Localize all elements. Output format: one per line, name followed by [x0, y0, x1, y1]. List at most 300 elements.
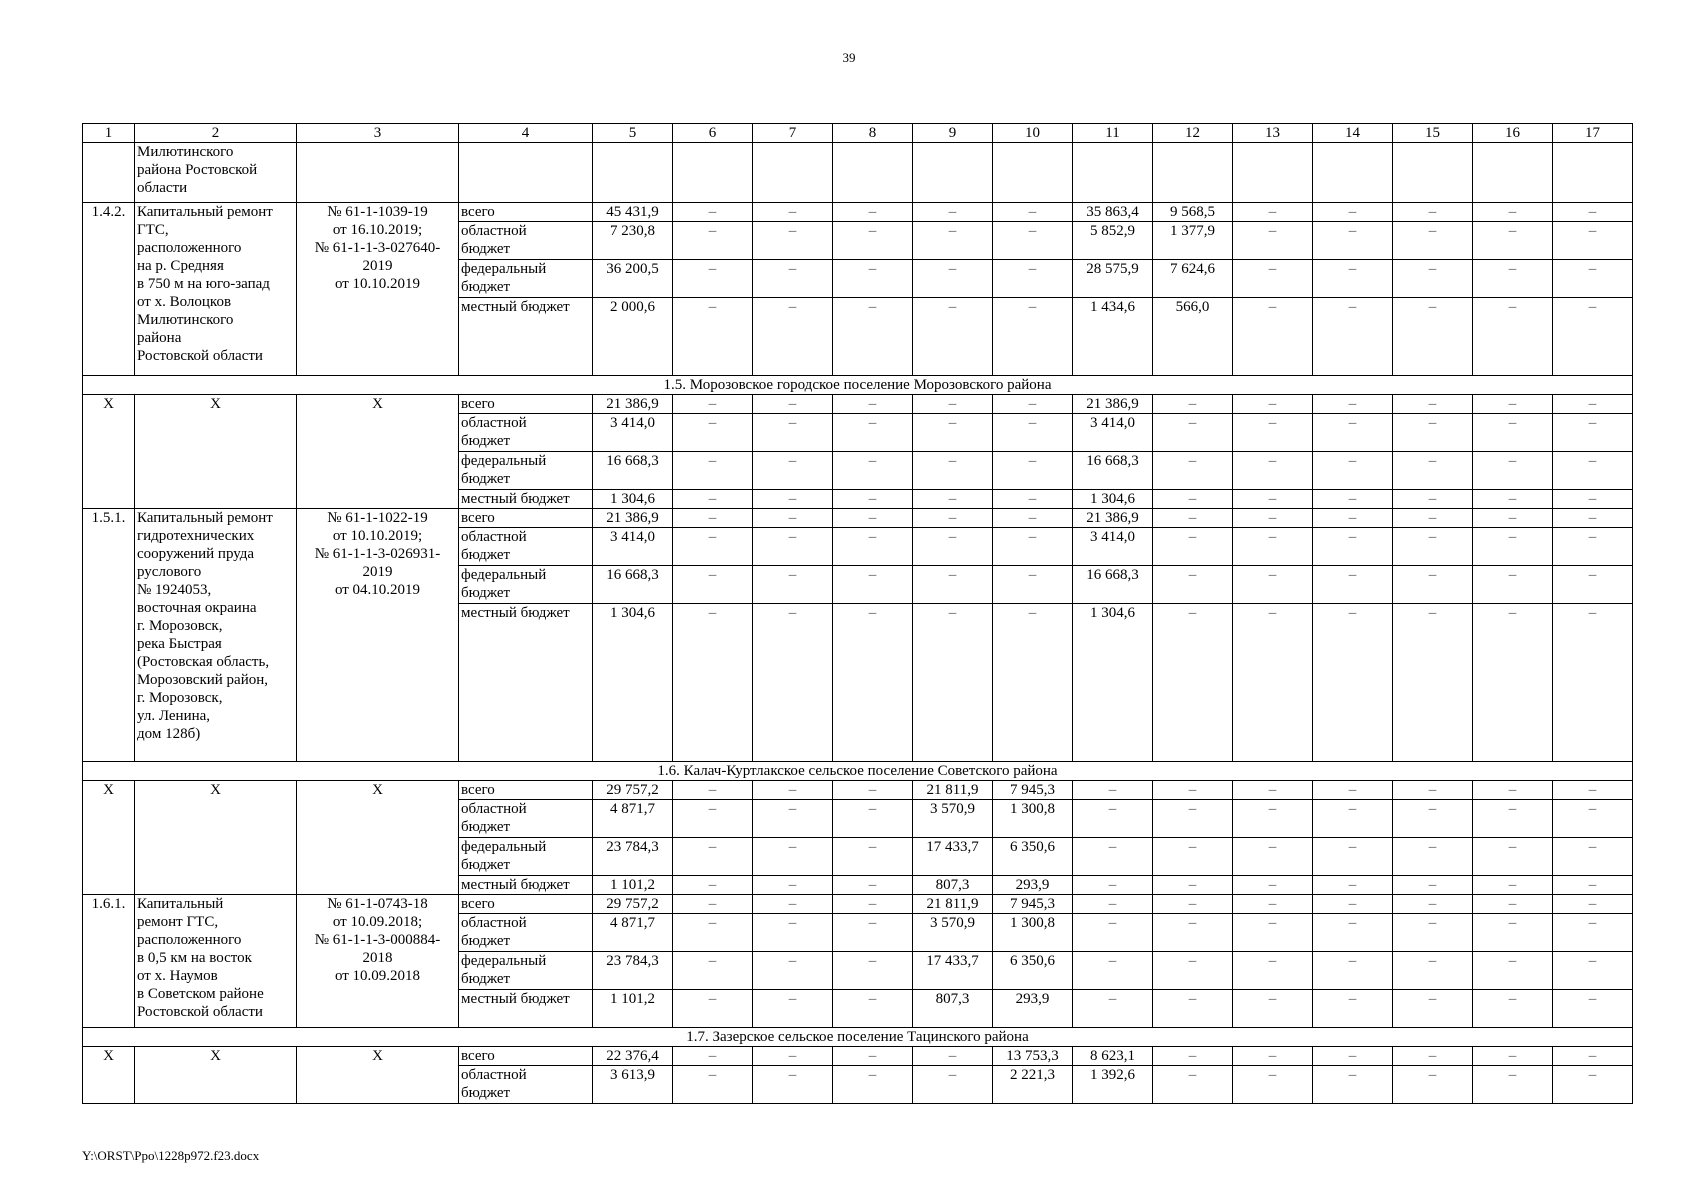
- expertise-document: Х: [297, 1047, 459, 1104]
- value-cell: –: [1153, 528, 1233, 566]
- value-cell: –: [913, 566, 993, 604]
- value-cell: –: [993, 452, 1073, 490]
- value-cell: [1073, 143, 1153, 203]
- value-cell: –: [1313, 1047, 1393, 1066]
- column-header: 3: [297, 124, 459, 143]
- value-cell: –: [1473, 800, 1553, 838]
- value-cell: –: [1393, 876, 1473, 895]
- value-cell: –: [993, 260, 1073, 298]
- value-cell: 566,0: [1153, 298, 1233, 376]
- value-cell: –: [1393, 452, 1473, 490]
- value-cell: 23 784,3: [593, 838, 673, 876]
- value-cell: –: [1393, 914, 1473, 952]
- value-cell: –: [1553, 490, 1633, 509]
- value-cell: –: [833, 952, 913, 990]
- value-cell: –: [833, 414, 913, 452]
- funding-source: областной бюджет: [459, 1066, 593, 1104]
- object-name: Капитальный ремонт ГТС, расположенного на р. Средняя в 750 м на юго-запад от х. Волоцков Милютинского района Ростовской области: [135, 203, 297, 376]
- value-cell: –: [1393, 990, 1473, 1028]
- value-cell: 1 300,8: [993, 800, 1073, 838]
- value-cell: 35 863,4: [1073, 203, 1153, 222]
- value-cell: 21 386,9: [1073, 509, 1153, 528]
- value-cell: –: [1553, 800, 1633, 838]
- column-header: 8: [833, 124, 913, 143]
- value-cell: –: [833, 1066, 913, 1104]
- value-cell: –: [1393, 528, 1473, 566]
- value-cell: –: [753, 604, 833, 762]
- value-cell: 17 433,7: [913, 952, 993, 990]
- value-cell: 1 300,8: [993, 914, 1073, 952]
- value-cell: –: [1233, 800, 1313, 838]
- header-row: [83, 124, 1633, 143]
- value-cell: 1 377,9: [1153, 222, 1233, 260]
- value-cell: [833, 143, 913, 203]
- funding-source: всего: [459, 509, 593, 528]
- value-cell: –: [1473, 528, 1553, 566]
- value-cell: 3 570,9: [913, 800, 993, 838]
- value-cell: 16 668,3: [1073, 452, 1153, 490]
- value-cell: –: [753, 1066, 833, 1104]
- object-name: Х: [135, 781, 297, 895]
- value-cell: –: [753, 566, 833, 604]
- object-name: Капитальный ремонт ГТС, расположенного в 0,5 км на восток от х. Наумов в Советском районе Ростовской области: [135, 895, 297, 1028]
- value-cell: –: [993, 395, 1073, 414]
- funding-source: местный бюджет: [459, 490, 593, 509]
- section-title: 1.7. Зазерское сельское поселение Тацинского района: [83, 1028, 1633, 1047]
- value-cell: –: [1233, 876, 1313, 895]
- value-cell: 23 784,3: [593, 952, 673, 990]
- value-cell: –: [1153, 566, 1233, 604]
- value-cell: –: [833, 298, 913, 376]
- value-cell: –: [1313, 452, 1393, 490]
- value-cell: [593, 143, 673, 203]
- value-cell: –: [1073, 800, 1153, 838]
- funding-source: федеральный бюджет: [459, 566, 593, 604]
- section-title: 1.6. Калач-Куртлакское сельское поселение Советского района: [83, 762, 1633, 781]
- value-cell: –: [1153, 490, 1233, 509]
- funding-source: федеральный бюджет: [459, 838, 593, 876]
- value-cell: –: [1393, 800, 1473, 838]
- column-header: 7: [753, 124, 833, 143]
- value-cell: [993, 143, 1073, 203]
- value-cell: 7 945,3: [993, 895, 1073, 914]
- value-cell: –: [1233, 895, 1313, 914]
- value-cell: 2 221,3: [993, 1066, 1073, 1104]
- section-title: 1.5. Морозовское городское поселение Морозовского района: [83, 376, 1633, 395]
- value-cell: –: [1473, 914, 1553, 952]
- funding-source: областной бюджет: [459, 222, 593, 260]
- section-row: [83, 1028, 1633, 1047]
- value-cell: –: [913, 298, 993, 376]
- expertise-document: [297, 143, 459, 203]
- expertise-document: Х: [297, 395, 459, 509]
- funding-source: областной бюджет: [459, 528, 593, 566]
- funding-source: областной бюджет: [459, 414, 593, 452]
- value-cell: –: [1233, 952, 1313, 990]
- value-cell: –: [1153, 914, 1233, 952]
- value-cell: –: [913, 452, 993, 490]
- item-number: 1.5.1.: [83, 509, 135, 762]
- value-cell: –: [1313, 781, 1393, 800]
- table-row: [83, 1047, 1633, 1066]
- value-cell: –: [1313, 298, 1393, 376]
- table-row: [83, 781, 1633, 800]
- value-cell: –: [1313, 490, 1393, 509]
- value-cell: –: [913, 414, 993, 452]
- value-cell: –: [1393, 203, 1473, 222]
- funding-source: всего: [459, 895, 593, 914]
- value-cell: –: [1393, 490, 1473, 509]
- table-row: [83, 203, 1633, 222]
- object-name: Х: [135, 1047, 297, 1104]
- value-cell: –: [753, 800, 833, 838]
- value-cell: –: [1553, 952, 1633, 990]
- column-header: 13: [1233, 124, 1313, 143]
- value-cell: 1 304,6: [1073, 490, 1153, 509]
- value-cell: –: [1393, 222, 1473, 260]
- value-cell: –: [1233, 1066, 1313, 1104]
- value-cell: –: [753, 876, 833, 895]
- value-cell: –: [833, 838, 913, 876]
- value-cell: –: [1233, 990, 1313, 1028]
- value-cell: 2 000,6: [593, 298, 673, 376]
- value-cell: 16 668,3: [1073, 566, 1153, 604]
- value-cell: –: [673, 222, 753, 260]
- value-cell: –: [673, 895, 753, 914]
- value-cell: –: [1233, 1047, 1313, 1066]
- column-header: 12: [1153, 124, 1233, 143]
- value-cell: –: [1393, 952, 1473, 990]
- value-cell: –: [673, 990, 753, 1028]
- value-cell: –: [1073, 838, 1153, 876]
- value-cell: [1313, 143, 1393, 203]
- column-header: 14: [1313, 124, 1393, 143]
- value-cell: –: [1473, 952, 1553, 990]
- value-cell: –: [1393, 395, 1473, 414]
- value-cell: 29 757,2: [593, 895, 673, 914]
- value-cell: –: [833, 800, 913, 838]
- value-cell: [1153, 143, 1233, 203]
- value-cell: –: [1153, 509, 1233, 528]
- value-cell: 6 350,6: [993, 952, 1073, 990]
- value-cell: –: [1313, 800, 1393, 838]
- funding-source: местный бюджет: [459, 990, 593, 1028]
- value-cell: –: [1473, 895, 1553, 914]
- value-cell: –: [673, 566, 753, 604]
- column-header: 15: [1393, 124, 1473, 143]
- value-cell: 6 350,6: [993, 838, 1073, 876]
- value-cell: –: [1153, 876, 1233, 895]
- value-cell: 3 570,9: [913, 914, 993, 952]
- value-cell: –: [1233, 781, 1313, 800]
- value-cell: –: [1473, 222, 1553, 260]
- value-cell: [673, 143, 753, 203]
- footer-file-path: Y:\ORST\Ppo\1228p972.f23.docx: [82, 1148, 260, 1163]
- value-cell: –: [1233, 414, 1313, 452]
- value-cell: –: [753, 952, 833, 990]
- value-cell: –: [1393, 509, 1473, 528]
- value-cell: –: [993, 414, 1073, 452]
- value-cell: –: [1313, 528, 1393, 566]
- value-cell: –: [833, 260, 913, 298]
- value-cell: –: [1313, 990, 1393, 1028]
- value-cell: –: [1473, 298, 1553, 376]
- value-cell: –: [753, 509, 833, 528]
- value-cell: –: [1473, 414, 1553, 452]
- value-cell: –: [1073, 952, 1153, 990]
- value-cell: –: [1553, 1066, 1633, 1104]
- value-cell: –: [1313, 895, 1393, 914]
- section-row: [83, 376, 1633, 395]
- column-header: 11: [1073, 124, 1153, 143]
- value-cell: 1 304,6: [593, 604, 673, 762]
- value-cell: –: [1153, 781, 1233, 800]
- value-cell: –: [1553, 528, 1633, 566]
- page-number: 39: [842, 50, 856, 65]
- value-cell: 1 392,6: [1073, 1066, 1153, 1104]
- value-cell: 21 811,9: [913, 781, 993, 800]
- value-cell: 16 668,3: [593, 452, 673, 490]
- item-number: Х: [83, 1047, 135, 1104]
- value-cell: –: [1393, 781, 1473, 800]
- value-cell: –: [993, 298, 1073, 376]
- value-cell: –: [1153, 990, 1233, 1028]
- value-cell: –: [1473, 566, 1553, 604]
- value-cell: –: [1313, 1066, 1393, 1104]
- value-cell: –: [1393, 414, 1473, 452]
- value-cell: –: [833, 990, 913, 1028]
- value-cell: –: [1233, 490, 1313, 509]
- value-cell: –: [1233, 298, 1313, 376]
- value-cell: –: [1473, 452, 1553, 490]
- value-cell: –: [1473, 838, 1553, 876]
- object-name: Х: [135, 395, 297, 509]
- value-cell: –: [1393, 298, 1473, 376]
- value-cell: –: [1313, 414, 1393, 452]
- value-cell: 16 668,3: [593, 566, 673, 604]
- value-cell: –: [1473, 876, 1553, 895]
- value-cell: –: [673, 414, 753, 452]
- column-header: 4: [459, 124, 593, 143]
- value-cell: [913, 143, 993, 203]
- funding-source: областной бюджет: [459, 800, 593, 838]
- value-cell: –: [1553, 566, 1633, 604]
- value-cell: 1 101,2: [593, 876, 673, 895]
- value-cell: –: [673, 952, 753, 990]
- value-cell: –: [913, 509, 993, 528]
- value-cell: –: [833, 395, 913, 414]
- value-cell: [1233, 143, 1313, 203]
- funding-source: всего: [459, 781, 593, 800]
- value-cell: –: [913, 490, 993, 509]
- value-cell: –: [673, 203, 753, 222]
- value-cell: –: [913, 528, 993, 566]
- value-cell: –: [833, 914, 913, 952]
- value-cell: [1553, 143, 1633, 203]
- value-cell: 21 811,9: [913, 895, 993, 914]
- value-cell: –: [913, 260, 993, 298]
- value-cell: –: [1553, 838, 1633, 876]
- financing-table: [82, 123, 1633, 1104]
- column-header: 1: [83, 124, 135, 143]
- value-cell: –: [1153, 395, 1233, 414]
- value-cell: –: [833, 203, 913, 222]
- value-cell: –: [673, 260, 753, 298]
- value-cell: –: [673, 781, 753, 800]
- value-cell: –: [1553, 222, 1633, 260]
- funding-source: федеральный бюджет: [459, 952, 593, 990]
- value-cell: –: [753, 838, 833, 876]
- value-cell: –: [1153, 952, 1233, 990]
- value-cell: –: [1153, 800, 1233, 838]
- value-cell: 293,9: [993, 876, 1073, 895]
- value-cell: –: [1073, 895, 1153, 914]
- value-cell: –: [1473, 1047, 1553, 1066]
- value-cell: –: [1313, 566, 1393, 604]
- value-cell: –: [673, 604, 753, 762]
- value-cell: –: [913, 1066, 993, 1104]
- value-cell: 7 624,6: [1153, 260, 1233, 298]
- value-cell: –: [753, 452, 833, 490]
- value-cell: –: [913, 604, 993, 762]
- funding-source: местный бюджет: [459, 604, 593, 762]
- value-cell: 1 304,6: [1073, 604, 1153, 762]
- value-cell: 7 230,8: [593, 222, 673, 260]
- value-cell: –: [1553, 509, 1633, 528]
- value-cell: –: [1313, 914, 1393, 952]
- value-cell: –: [1073, 914, 1153, 952]
- column-header: 16: [1473, 124, 1553, 143]
- value-cell: –: [1473, 990, 1553, 1028]
- object-name: Милютинского района Ростовской области: [135, 143, 297, 203]
- funding-source: областной бюджет: [459, 914, 593, 952]
- value-cell: –: [833, 528, 913, 566]
- value-cell: 45 431,9: [593, 203, 673, 222]
- value-cell: –: [1393, 1047, 1473, 1066]
- value-cell: 807,3: [913, 990, 993, 1028]
- value-cell: –: [1233, 604, 1313, 762]
- value-cell: –: [1553, 298, 1633, 376]
- value-cell: 293,9: [993, 990, 1073, 1028]
- value-cell: –: [993, 604, 1073, 762]
- value-cell: –: [1153, 895, 1233, 914]
- funding-source: всего: [459, 203, 593, 222]
- value-cell: –: [673, 452, 753, 490]
- table-row: [83, 143, 1633, 203]
- value-cell: 13 753,3: [993, 1047, 1073, 1066]
- value-cell: –: [1233, 566, 1313, 604]
- column-header: 17: [1553, 124, 1633, 143]
- value-cell: –: [993, 203, 1073, 222]
- value-cell: –: [1153, 414, 1233, 452]
- value-cell: –: [1393, 895, 1473, 914]
- value-cell: –: [993, 222, 1073, 260]
- value-cell: –: [753, 298, 833, 376]
- value-cell: –: [993, 566, 1073, 604]
- value-cell: –: [1313, 876, 1393, 895]
- value-cell: –: [1233, 509, 1313, 528]
- value-cell: –: [1313, 838, 1393, 876]
- value-cell: –: [753, 895, 833, 914]
- expertise-document: № 61-1-1022-19 от 10.10.2019; № 61-1-1-3-026931- 2019 от 04.10.2019: [297, 509, 459, 762]
- value-cell: 21 386,9: [593, 395, 673, 414]
- value-cell: –: [1553, 260, 1633, 298]
- value-cell: –: [753, 395, 833, 414]
- value-cell: –: [1073, 781, 1153, 800]
- value-cell: –: [833, 895, 913, 914]
- value-cell: –: [1553, 414, 1633, 452]
- value-cell: –: [1073, 876, 1153, 895]
- value-cell: [1393, 143, 1473, 203]
- value-cell: –: [673, 800, 753, 838]
- value-cell: –: [1153, 1066, 1233, 1104]
- value-cell: –: [1153, 1047, 1233, 1066]
- column-header: 10: [993, 124, 1073, 143]
- value-cell: 8 623,1: [1073, 1047, 1153, 1066]
- value-cell: –: [833, 509, 913, 528]
- value-cell: –: [1233, 914, 1313, 952]
- value-cell: –: [1473, 203, 1553, 222]
- value-cell: 3 414,0: [1073, 414, 1153, 452]
- value-cell: [753, 143, 833, 203]
- value-cell: 807,3: [913, 876, 993, 895]
- value-cell: –: [833, 781, 913, 800]
- value-cell: 28 575,9: [1073, 260, 1153, 298]
- object-name: Капитальный ремонт гидротехнических сооружений пруда руслового № 1924053, восточная окраина г. Морозовск, река Быстрая (Ростовская область, Морозовский район, г. Морозовск, ул. Ленина, дом 128б): [135, 509, 297, 762]
- value-cell: [1473, 143, 1553, 203]
- value-cell: –: [1233, 395, 1313, 414]
- funding-source: местный бюджет: [459, 298, 593, 376]
- value-cell: –: [1393, 838, 1473, 876]
- value-cell: –: [1553, 876, 1633, 895]
- value-cell: –: [673, 298, 753, 376]
- value-cell: –: [1313, 260, 1393, 298]
- value-cell: –: [1233, 260, 1313, 298]
- funding-source: всего: [459, 1047, 593, 1066]
- item-number: Х: [83, 781, 135, 895]
- value-cell: –: [753, 414, 833, 452]
- value-cell: –: [673, 838, 753, 876]
- value-cell: –: [1313, 604, 1393, 762]
- value-cell: 3 414,0: [593, 414, 673, 452]
- value-cell: –: [673, 876, 753, 895]
- value-cell: 1 101,2: [593, 990, 673, 1028]
- table-row: [83, 395, 1633, 414]
- value-cell: –: [1313, 222, 1393, 260]
- value-cell: –: [1473, 781, 1553, 800]
- value-cell: 9 568,5: [1153, 203, 1233, 222]
- value-cell: –: [1313, 203, 1393, 222]
- value-cell: –: [673, 528, 753, 566]
- value-cell: –: [673, 1066, 753, 1104]
- value-cell: –: [1393, 604, 1473, 762]
- value-cell: –: [1553, 990, 1633, 1028]
- value-cell: –: [1233, 838, 1313, 876]
- value-cell: –: [993, 528, 1073, 566]
- column-header: 5: [593, 124, 673, 143]
- item-number: Х: [83, 395, 135, 509]
- item-number: [83, 143, 135, 203]
- value-cell: 1 304,6: [593, 490, 673, 509]
- value-cell: –: [833, 566, 913, 604]
- value-cell: –: [1473, 604, 1553, 762]
- value-cell: –: [1153, 604, 1233, 762]
- value-cell: –: [1393, 566, 1473, 604]
- expertise-document: Х: [297, 781, 459, 895]
- value-cell: 36 200,5: [593, 260, 673, 298]
- value-cell: –: [673, 1047, 753, 1066]
- value-cell: –: [1073, 990, 1153, 1028]
